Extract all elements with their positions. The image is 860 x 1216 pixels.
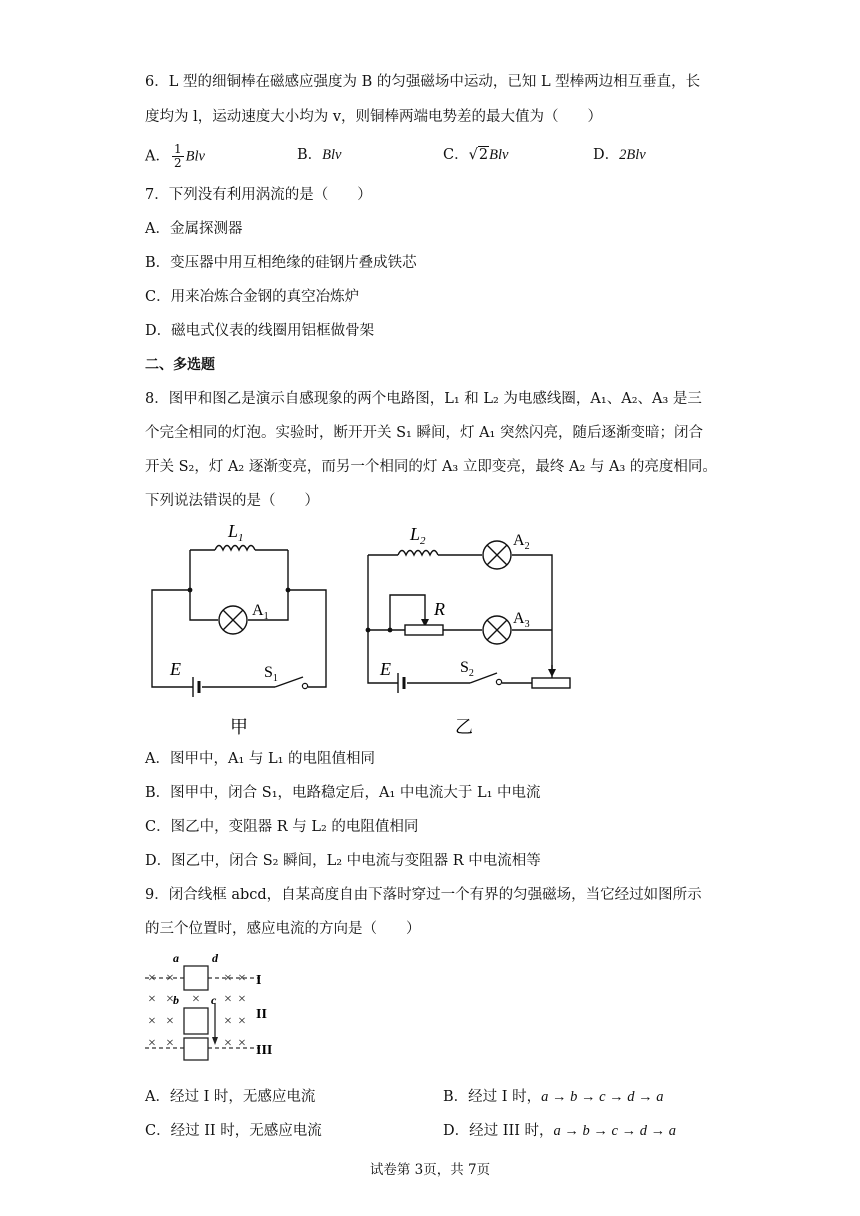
q6-option-a: A． $\frac{1}{2}$ Blv xyxy=(145,142,205,170)
field-cross-mark: × xyxy=(148,971,156,986)
q8-stem-line1: 8．图甲和图乙是演示自感现象的两个电路图，L₁ 和 L₂ 为电感线圈，A₁、A₂、A₃ 是三 xyxy=(145,391,702,407)
frame-position-i xyxy=(184,966,208,990)
label-e-right: E xyxy=(380,659,391,679)
field-cross-mark: × xyxy=(192,992,200,1007)
label-position-iii: III xyxy=(256,1043,273,1058)
q8-option-c: C．图乙中，变阻器 R 与 L₂ 的电阻值相同 xyxy=(145,819,419,835)
caption-jia: 甲 xyxy=(230,717,248,737)
label-position-ii: II xyxy=(256,1007,267,1022)
field-cross-mark: × xyxy=(166,992,174,1007)
page-footer: 试卷第 3页，共 7页 xyxy=(369,1162,491,1178)
label-r: R xyxy=(434,599,445,619)
label-s1: $S_1$ xyxy=(264,664,278,684)
label-c: c xyxy=(211,993,217,1007)
label-position-i: I xyxy=(256,973,262,988)
field-cross-mark: × xyxy=(238,1036,246,1051)
q6-stem-line1: 6．L 型的细铜棒在磁感应强度为 B 的匀强磁场中运动，已知 L 型棒两边相互垂直，长 xyxy=(145,74,701,90)
slide-resistor-icon xyxy=(532,678,570,688)
field-cross-mark: × xyxy=(224,992,232,1007)
section-heading-multiple-choice: 二、多选题 xyxy=(145,357,215,373)
lamp-a2-icon xyxy=(483,541,511,569)
lamp-a1-icon xyxy=(219,606,247,634)
field-cross-mark: × xyxy=(238,992,246,1007)
label-d: d xyxy=(212,951,218,965)
q9-option-a: A．经过 I 时，无感应电流 xyxy=(145,1089,316,1105)
q6-option-d: D．2Blv xyxy=(593,147,646,163)
q8-option-a: A．图甲中，A₁ 与 L₁ 的电阻值相同 xyxy=(145,751,376,767)
q6-option-c: C．√2Blv xyxy=(443,147,509,163)
q9-option-b: B．经过 I 时，a → b → c → d → a xyxy=(443,1089,664,1105)
label-e-left: E xyxy=(170,659,181,679)
field-cross-mark: × xyxy=(148,1036,156,1051)
q7-option-a: A．金属探测器 xyxy=(145,221,243,237)
q8-option-b: B．图甲中，闭合 S₁，电路稳定后，A₁ 中电流大于 L₁ 中电流 xyxy=(145,785,541,801)
q8-option-d: D．图乙中，闭合 S₂ 瞬间，L₂ 中电流与变阻器 R 中电流相等 xyxy=(145,853,541,869)
fraction-one-half: $\frac{1}{2}$ xyxy=(173,142,182,170)
field-cross-mark: × xyxy=(224,971,232,986)
field-cross-mark: × xyxy=(166,1036,174,1051)
slider-arrow-icon xyxy=(548,669,556,677)
field-cross-mark: × xyxy=(148,1014,156,1029)
q7-option-d: D．磁电式仪表的线圈用铝框做骨架 xyxy=(145,323,375,339)
q9-option-c: C．经过 II 时，无感应电流 xyxy=(145,1123,322,1139)
label-a3: $A_3$ xyxy=(513,610,530,630)
q8-circuit-figures xyxy=(140,515,590,740)
q6-stem-line2: 度均为 l，运动速度大小均为 v，则铜棒两端电势差的最大值为（ ） xyxy=(145,109,603,125)
field-cross-mark: × xyxy=(238,971,246,986)
caption-yi: 乙 xyxy=(455,717,473,737)
falling-arrow-icon xyxy=(212,1037,218,1045)
q8-stem-line2: 个完全相同的灯泡。实验时，断开开关 S₁ 瞬间，灯 A₁ 突然闪亮，随后逐渐变暗；闭合 xyxy=(145,425,703,441)
field-cross-mark: × xyxy=(148,992,156,1007)
lamp-a3-icon xyxy=(483,616,511,644)
label-b: b xyxy=(173,993,179,1007)
q8-stem-line4: 下列说法错误的是（ ） xyxy=(145,493,319,509)
q9-stem-line1: 9．闭合线框 abcd，自某高度自由下落时穿过一个有界的匀强磁场，当它经过如图所示 xyxy=(145,887,702,903)
q7-option-c: C．用来冶炼合金钢的真空冶炼炉 xyxy=(145,289,360,305)
field-cross-mark: × xyxy=(238,1014,246,1029)
q9-stem-line2: 的三个位置时，感应电流的方向是（ ） xyxy=(145,921,421,937)
label-s2: $S_2$ xyxy=(460,659,474,679)
label-l2: $L_2$ xyxy=(410,524,426,547)
field-cross-mark: × xyxy=(224,1036,232,1051)
q9-option-d: D．经过 III 时，a → b → c → d → a xyxy=(443,1123,676,1139)
label-a: a xyxy=(173,951,179,965)
label-a2: $A_2$ xyxy=(513,532,530,552)
q7-stem: 7．下列没有利用涡流的是（ ） xyxy=(145,187,372,203)
field-cross-mark: × xyxy=(166,1014,174,1029)
frame-position-ii xyxy=(184,1008,208,1034)
q8-stem-line3: 开关 S₂，灯 A₂ 逐渐变亮，而另一个相同的灯 A₃ 立即变亮，最终 A₂ 与 A₃ 的亮度相同。 xyxy=(145,459,717,475)
q6-option-b: B．Blv xyxy=(297,147,342,163)
q7-option-b: B．变压器中用互相绝缘的硅钢片叠成铁芯 xyxy=(145,255,417,271)
label-l1: $L_1$ xyxy=(228,521,244,544)
sqrt-symbol: √2 xyxy=(468,147,489,163)
frame-position-iii xyxy=(184,1038,208,1060)
label-a1: $A_1$ xyxy=(252,602,269,622)
rheostat-r-icon xyxy=(405,625,443,635)
field-cross-mark: × xyxy=(166,971,174,986)
field-cross-mark: × xyxy=(224,1014,232,1029)
q9-magnetic-field-figure xyxy=(140,948,280,1063)
